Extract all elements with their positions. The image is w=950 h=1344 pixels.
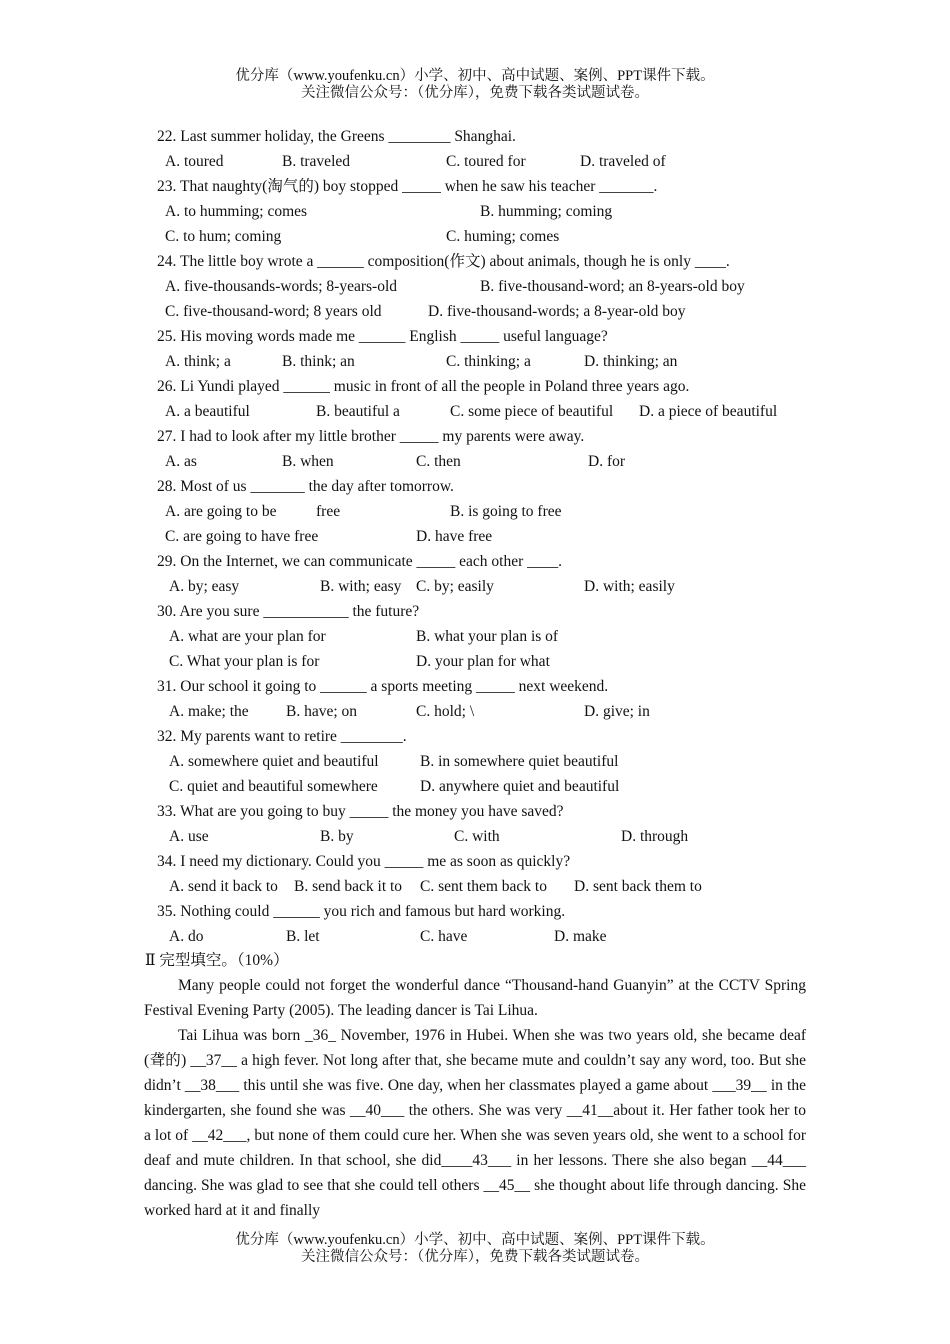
question-35-option-d: D. make	[554, 928, 607, 945]
passage-paragraph-1: Many people could not forget the wonderful dance “Thousand-hand Guanyin” at the CCTV Spring Festival Evening Party (2005). The leading dancer is Tai Lihua.	[144, 977, 806, 1019]
question-28-option-c: C. are going to have free	[165, 528, 319, 545]
question-27-stem: 27. I had to look after my little brother _____ my parents were away.	[157, 428, 585, 445]
question-24-option-b: B. five-thousand-word; an 8-years-old boy	[480, 278, 745, 295]
passage-paragraph-2: Tai Lihua was born _36_ November, 1976 in Hubei. When she was two years old, she became deaf (聋的) __37__ a high fever. Not long after that, she became mute and couldn’t say any word, too. But she didn’t __38___ this until she was five. One day, when her classmates played a game about ___39__ in the kindergarten, she found she was __40___ the others. She was very __41__about it. Her father took her to a lot of __42___, but none of them could cure her. When she was seven years old, she went to a school for deaf and mute children. In that school, she did____43___ in her lessons. There she also began __44___ dancing. She was glad to see that she could tell others __45__ she thought about life through dancing. She worked hard at it and finally	[144, 1027, 806, 1219]
question-33-option-a: A. use	[169, 828, 209, 845]
footer-line-1: 优分库（www.youfenku.cn）小学、初中、高中试题、案例、PPT课件下载。	[235, 1232, 715, 1248]
question-25-option-d: D. thinking; an	[584, 353, 678, 370]
question-28-option-d: D. have free	[416, 528, 493, 545]
question-27-option-b: B. when	[282, 453, 334, 470]
question-34-option-a: A. send it back to	[169, 878, 278, 895]
question-26-option-d: D. a piece of beautiful	[639, 403, 778, 420]
question-26-option-b: B. beautiful a	[316, 403, 400, 420]
question-33-stem: 33. What are you going to buy _____ the money you have saved?	[157, 803, 564, 820]
question-29-option-b: B. with; easy	[320, 578, 402, 595]
question-31-stem: 31. Our school it going to ______ a sports meeting _____ next weekend.	[157, 678, 609, 695]
question-27-option-d: D. for	[588, 453, 626, 470]
question-32-option-b: B. in somewhere quiet beautiful	[420, 753, 619, 770]
question-32-option-d: D. anywhere quiet and beautiful	[420, 778, 620, 795]
footer-line-2: 关注微信公众号：（优分库），免费下载各类试题试卷。	[301, 1249, 649, 1265]
page-footer	[0, 1232, 950, 1266]
question-31-option-d: D. give; in	[584, 703, 650, 720]
question-31-option-b: B. have; on	[286, 703, 358, 720]
question-29-option-c: C. by; easily	[416, 578, 494, 595]
question-22-option-b: B. traveled	[282, 153, 351, 170]
question-23-option-a: A. to humming; comes	[165, 203, 308, 220]
question-25-option-c: C. thinking; a	[446, 353, 531, 370]
question-29-stem: 29. On the Internet, we can communicate _____ each other ____.	[157, 553, 563, 570]
question-33-option-c: C. with	[454, 828, 500, 845]
question-35-option-a: A. do	[169, 928, 204, 945]
question-32-option-c: C. quiet and beautiful somewhere	[169, 778, 378, 795]
question-33-option-b: B. by	[320, 828, 354, 845]
question-29-option-d: D. with; easily	[584, 578, 675, 595]
question-30-option-c: C. What your plan is for	[169, 653, 320, 670]
question-31-option-c: C. hold; \	[416, 703, 475, 720]
question-31-option-a: A. make; the	[169, 703, 249, 720]
question-33-option-d: D. through	[621, 828, 689, 845]
question-27-option-c: C. then	[416, 453, 461, 470]
question-24-stem: 24. The little boy wrote a ______ composition(作文) about animals, though he is only ____.	[157, 253, 730, 270]
header-line-1: 优分库（www.youfenku.cn）小学、初中、高中试题、案例、PPT课件下载。	[235, 68, 715, 84]
question-22-option-d: D. traveled of	[580, 153, 666, 170]
question-28-stem: 28. Most of us _______ the day after tomorrow.	[157, 478, 454, 495]
question-23-stem: 23. That naughty(淘气的) boy stopped _____ when he saw his teacher _______.	[157, 178, 658, 195]
question-28-option-b: B. is going to free	[450, 503, 562, 520]
question-35-option-b: B. let	[286, 928, 320, 945]
question-35-option-c: C. have	[420, 928, 468, 945]
question-30-option-a: A. what are your plan for	[169, 628, 326, 645]
question-34-option-c: C. sent them back to	[420, 878, 547, 895]
question-30-option-d: D. your plan for what	[416, 653, 550, 670]
question-32-option-a: A. somewhere quiet and beautiful	[169, 753, 379, 770]
question-23-option-d: C. huming; comes	[446, 228, 560, 245]
section-title: Ⅱ 完型填空。（10%）	[145, 952, 289, 969]
question-22-option-a: A. toured	[165, 153, 224, 170]
question-25-stem: 25. His moving words made me ______ English _____ useful language?	[157, 328, 608, 345]
question-34-option-d: D. sent back them to	[574, 878, 702, 895]
question-27-option-a: A. as	[165, 453, 197, 470]
question-34-stem: 34. I need my dictionary. Could you _____ me as soon as quickly?	[157, 853, 571, 870]
question-25-option-b: B. think; an	[282, 353, 355, 370]
question-26-option-c: C. some piece of beautiful	[450, 403, 614, 420]
question-24-option-d: D. five-thousand-words; a 8-year-old boy	[428, 303, 686, 320]
question-35-stem: 35. Nothing could ______ you rich and famous but hard working.	[157, 903, 566, 920]
question-30-option-b: B. what your plan is of	[416, 628, 559, 645]
question-28-option-a: A. are going to be	[165, 503, 277, 520]
question-29-option-a: A. by; easy	[169, 578, 240, 595]
question-22-stem: 22. Last summer holiday, the Greens ________ Shanghai.	[157, 128, 516, 145]
question-24-option-c: C. five-thousand-word; 8 years old	[165, 303, 382, 320]
header-line-2: 关注微信公众号：（优分库），免费下载各类试题试卷。	[301, 85, 649, 101]
question-34-option-b: B. send back it to	[294, 878, 403, 895]
question-32-stem: 32. My parents want to retire ________.	[157, 728, 407, 745]
question-28-option-a-cont: free	[316, 503, 341, 520]
question-30-stem: 30. Are you sure ___________ the future?	[157, 603, 420, 620]
question-22-option-c: C. toured for	[446, 153, 526, 170]
question-23-option-c: C. to hum; coming	[165, 228, 282, 245]
page-header	[0, 68, 950, 102]
question-24-option-a: A. five-thousands-words; 8-years-old	[165, 278, 398, 295]
question-25-option-a: A. think; a	[165, 353, 231, 370]
question-26-option-a: A. a beautiful	[165, 403, 250, 420]
question-23-option-b: B. humming; coming	[480, 203, 613, 220]
question-26-stem: 26. Li Yundi played ______ music in front of all the people in Poland three years ago.	[157, 378, 690, 395]
